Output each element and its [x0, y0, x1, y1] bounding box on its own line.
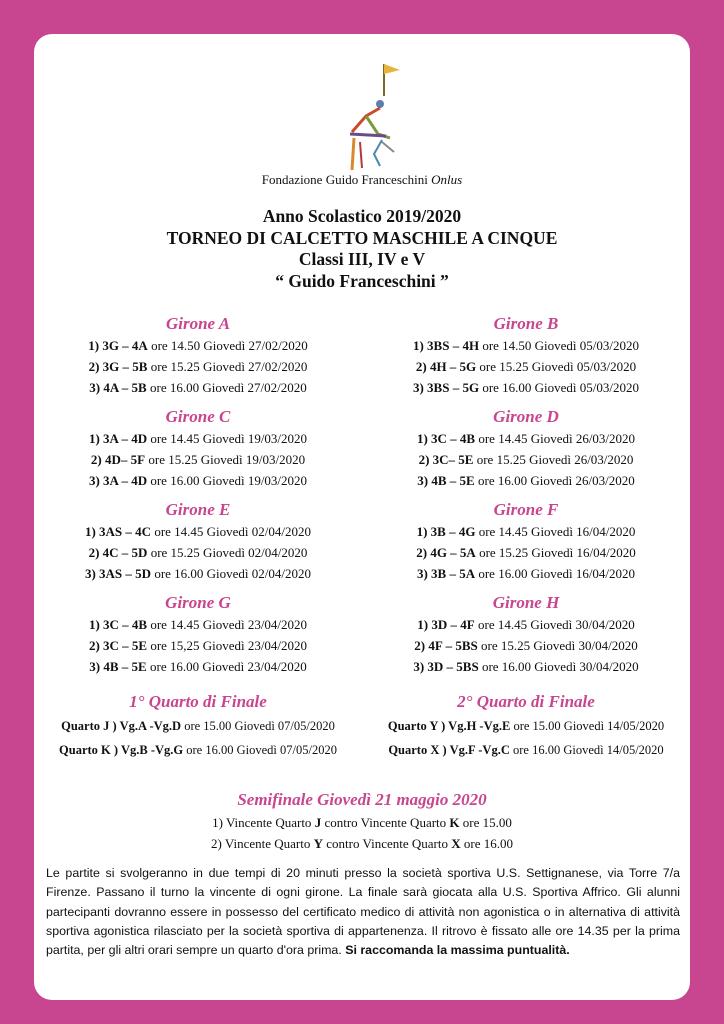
match-row: 1) 3B – 4G ore 14.45 Giovedì 16/04/2020	[416, 524, 636, 539]
tournament-title: TORNEO DI CALCETTO MASCHILE A CINQUE	[166, 227, 558, 248]
match-row: 1) 3A – 4D ore 14.45 Giovedì 19/03/2020	[88, 431, 308, 446]
match-row: 1) 3C – 4B ore 14.45 Giovedì 26/03/2020	[416, 431, 636, 446]
match-row: 3) 4B – 5E ore 16.00 Giovedì 23/04/2020	[89, 659, 307, 674]
match-row: 3) 3D – 5BS ore 16.00 Giovedì 30/04/2020	[413, 659, 639, 674]
school-year: Anno Scolastico 2019/2020	[262, 206, 462, 226]
match-row: 2) 4G – 5A ore 15.25 Giovedì 16/04/2020	[416, 545, 636, 560]
group-b	[362, 313, 690, 398]
group-title: Girone F	[493, 500, 559, 519]
quarter-match: Quarto K ) Vg.B -Vg.G ore 16.00 Giovedì 07/05/2020	[59, 743, 337, 757]
foundation-suffix: Onlus	[431, 172, 463, 187]
match-row: 2) 3C – 5E ore 15,25 Giovedì 23/04/2020	[88, 638, 308, 653]
group-title: Girone A	[165, 314, 231, 333]
match-row: 1) 3C – 4B ore 14.45 Giovedì 23/04/2020	[88, 617, 308, 632]
match-row: 1) 3BS – 4H ore 14.50 Giovedì 05/03/2020	[412, 338, 640, 353]
match-row: 1) 3D – 4F ore 14.45 Giovedì 30/04/2020	[417, 617, 635, 632]
quarter-match: Quarto J ) Vg.A -Vg.D ore 15.00 Giovedì 07/05/2020	[61, 719, 335, 733]
notice-text: Le partite si svolgeranno in due tempi di 20 minuti presso la società sportiva U.S. Settignanese, via Torre 7/a Firenze. Passano il turno la vincente di ogni girone. La finale sarà giocata alla U.S. Sportiva Affrico. Gli alunni partecipanti dovranno essere in possesso del certificato medico di attività non agonistica o in alternativa di attività sportiva agonistica rilasciato per la società sportiva di appartenenza. Il ritrovo è fissato alle ore 14.35 per la prima partita, per gli altri orari sempre un quarto d'ora prima.	[46, 866, 680, 958]
group-title: Girone B	[493, 314, 559, 333]
match-row: 3) 4A – 5B ore 16.00 Giovedì 27/02/2020	[89, 380, 307, 395]
quarter-match: Quarto X ) Vg.F -Vg.C ore 16.00 Giovedì 14/05/2020	[388, 743, 664, 757]
title-block	[34, 206, 690, 292]
match-row: 1) 3G – 4A ore 14.50 Giovedì 27/02/2020	[88, 338, 308, 353]
foundation-name	[34, 172, 690, 188]
match-row: 2) 4D– 5F ore 15.25 Giovedì 19/03/2020	[90, 452, 306, 467]
group-f	[362, 499, 690, 584]
rules-notice	[46, 864, 680, 960]
tournament-name: “ Guido Franceschini ”	[275, 270, 449, 291]
match-row: 2) 4H – 5G ore 15.25 Giovedì 05/03/2020	[415, 359, 637, 374]
semifinal-line: 2) Vincente Quarto Y contro Vincente Quarto X ore 16.00	[211, 836, 513, 851]
quarter-title: 2° Quarto di Finale	[457, 692, 595, 711]
foundation-name-text: Fondazione Guido Franceschini	[261, 172, 428, 187]
semifinal-title: Semifinale Giovedì 21 maggio 2020	[237, 790, 487, 809]
match-row: 3) 3AS – 5D ore 16.00 Giovedì 02/04/2020	[84, 566, 312, 581]
quarter-title: 1° Quarto di Finale	[129, 692, 267, 711]
group-h	[362, 592, 690, 677]
group-d	[362, 406, 690, 491]
group-e	[34, 499, 362, 584]
group-c	[34, 406, 362, 491]
semifinal-line: 1) Vincente Quarto J contro Vincente Quarto K ore 15.00	[212, 815, 512, 830]
group-title: Girone C	[165, 407, 231, 426]
quarter-match: Quarto Y ) Vg.H -Vg.E ore 15.00 Giovedì 14/05/2020	[387, 719, 665, 733]
group-title: Girone D	[493, 407, 559, 426]
notice-emphasis: Si raccomanda la massima puntualità.	[345, 943, 570, 958]
foundation-logo	[320, 56, 400, 176]
match-row: 2) 4C – 5D ore 15.25 Giovedì 02/04/2020	[88, 545, 308, 560]
match-row: 2) 3C– 5E ore 15.25 Giovedì 26/03/2020	[418, 452, 634, 467]
group-title: Girone H	[492, 593, 560, 612]
match-row: 3) 4B – 5E ore 16.00 Giovedì 26/03/2020	[417, 473, 635, 488]
classes: Classi III, IV e V	[298, 249, 426, 269]
match-row: 3) 3A – 4D ore 16.00 Giovedì 19/03/2020	[88, 473, 308, 488]
quarter-final-2	[362, 690, 690, 762]
match-row: 2) 4F – 5BS ore 15.25 Giovedì 30/04/2020	[414, 638, 638, 653]
group-g	[34, 592, 362, 677]
semifinal-section	[34, 788, 690, 854]
flyer-card	[34, 34, 690, 1000]
match-row: 1) 3AS – 4C ore 14.45 Giovedì 02/04/2020	[84, 524, 312, 539]
group-title: Girone E	[165, 500, 231, 519]
quarter-final-1	[34, 690, 362, 762]
match-row: 2) 3G – 5B ore 15.25 Giovedì 27/02/2020	[88, 359, 308, 374]
match-row: 3) 3BS – 5G ore 16.00 Giovedì 05/03/2020	[412, 380, 640, 395]
match-row: 3) 3B – 5A ore 16.00 Giovedì 16/04/2020	[416, 566, 636, 581]
group-a	[34, 313, 362, 398]
group-title: Girone G	[165, 593, 231, 612]
